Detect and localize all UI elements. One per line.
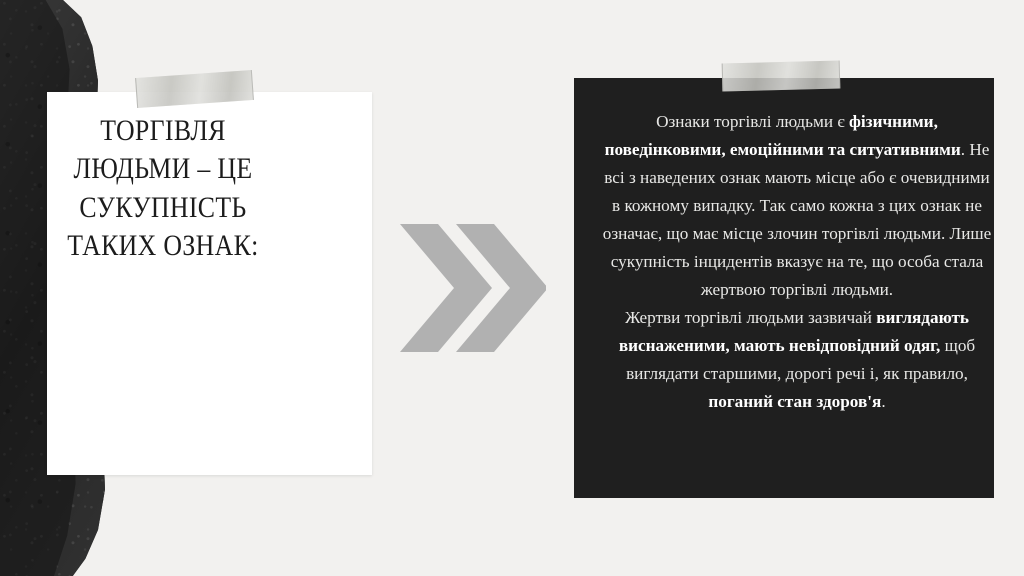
double-chevron-right-icon <box>396 218 546 358</box>
para2-bold-1: виглядають виснаженими, мають невідповідний одяг, <box>618 308 970 356</box>
left-card-title: ТОРГІВЛЯ ЛЮДЬМИ – ЦЕ СУКУПНІСТЬ ТАКИХ ОЗНАК: <box>67 114 259 263</box>
tape-strip-right-icon <box>722 60 841 91</box>
para1-bold-1: фізичними, поведінковими, емоційними та ситуативними <box>604 112 961 160</box>
para1-text-2: . Не всі з наведених ознак мають місце або є очевидними в кожному випадку. Так само кожна з цих ознак не означає, що має місце злочин торгівлі людьми. Лише сукупність інцидентів вказує на те, що особа стала жертвою торгівлі людьми. <box>602 140 992 300</box>
right-card-body <box>602 108 992 416</box>
para2-bold-2: поганий стан здоров'я <box>708 392 882 412</box>
para2-text-1: Жертви торгівлі людьми зазвичай <box>624 308 877 328</box>
para2-text-2: щоб виглядати старшими, дорогі речі і, як правило, <box>626 336 976 384</box>
para2-text-3: . <box>881 392 886 412</box>
paragraph-victim-appearance <box>602 304 992 416</box>
paragraph-signs-of-trafficking <box>602 108 992 304</box>
para1-text-1: Ознаки торгівлі людьми є <box>656 112 849 131</box>
